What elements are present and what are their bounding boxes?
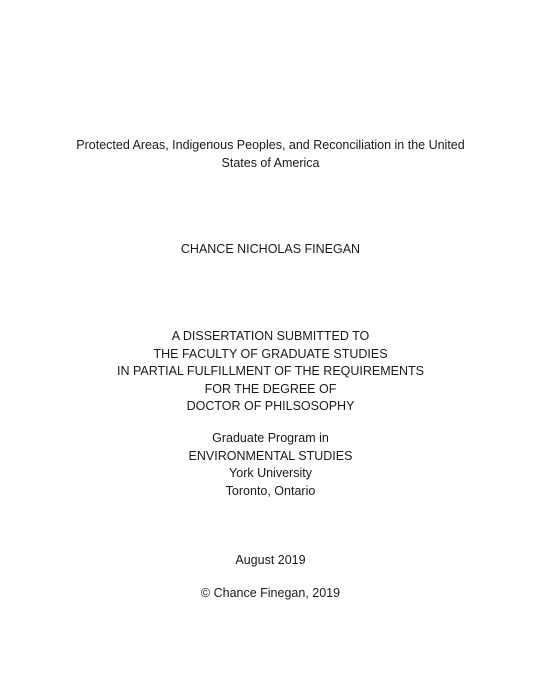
title-line-1: Protected Areas, Indigenous Peoples, and Reconciliation in the United	[76, 138, 465, 152]
submission-line-4: FOR THE DEGREE OF	[204, 381, 337, 396]
title-line-2: States of America	[221, 155, 320, 170]
submission-line-2: THE FACULTY OF GRADUATE STUDIES	[153, 346, 388, 361]
author-name	[0, 241, 541, 259]
university-location: Toronto, Ontario	[225, 483, 316, 498]
submission-line-3: IN PARTIAL FULFILLMENT OF THE REQUIREMENTS	[117, 364, 424, 378]
copyright-line: © Chance Finegan, 2019	[200, 586, 341, 600]
program-line-1: Graduate Program in	[212, 431, 329, 445]
submission-line-5: DOCTOR OF PHILSOSOPHY	[186, 399, 355, 413]
dissertation-title	[0, 137, 541, 172]
submission-date	[0, 552, 541, 570]
submission-line-1: A DISSERTATION SUBMITTED TO	[171, 329, 370, 343]
program-info	[0, 430, 541, 500]
university-name: York University	[229, 466, 312, 480]
program-line-2: ENVIRONMENTAL STUDIES	[188, 448, 353, 463]
date-line: August 2019	[235, 553, 306, 567]
copyright-notice	[0, 585, 541, 603]
submission-statement	[0, 328, 541, 416]
author-line: CHANCE NICHOLAS FINEGAN	[180, 242, 361, 256]
